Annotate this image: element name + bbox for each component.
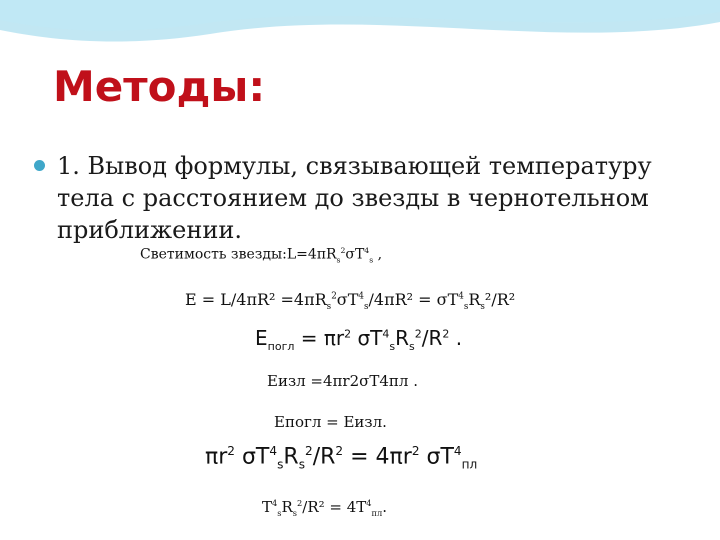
formula-equation: $\pi r^2$ $\sigma T^4_sR_s^2/R^2 = 4\pi r^2$ $\sigma T^4_{пл}$ (205, 444, 478, 472)
bullet-dot-icon (34, 160, 45, 171)
formula-absorbed: $E_{погл} = \pi r^2$ $\sigma T^4_sR_s^2/R^2$ . (255, 326, 463, 353)
formula-flux: $E = L/4\pi R^2 =4\pi R_s^2\sigma T^4_s/4\pi R^2 = \sigma T^4_sR_s^2/R^2$ (185, 290, 516, 313)
slide-title: Методы: (53, 62, 266, 111)
formula-result: $T^4_sR_s^2/R^2 = 4T^4_{пл}$. (262, 498, 388, 518)
formula-luminosity: Светимость $звезды:L=4\pi R_s^2\sigma T^4_s$ , (140, 246, 383, 265)
formula-balance: Епогл = Еизл. (274, 413, 387, 431)
bullet-text: 1. Вывод формулы, связывающей температуру тела с расстоянием до звезды в чернотельном приближении. (57, 152, 652, 244)
formula-emitted: Еизл =4πr2σT4пл . (267, 372, 418, 390)
header-wave-decoration (0, 0, 720, 60)
